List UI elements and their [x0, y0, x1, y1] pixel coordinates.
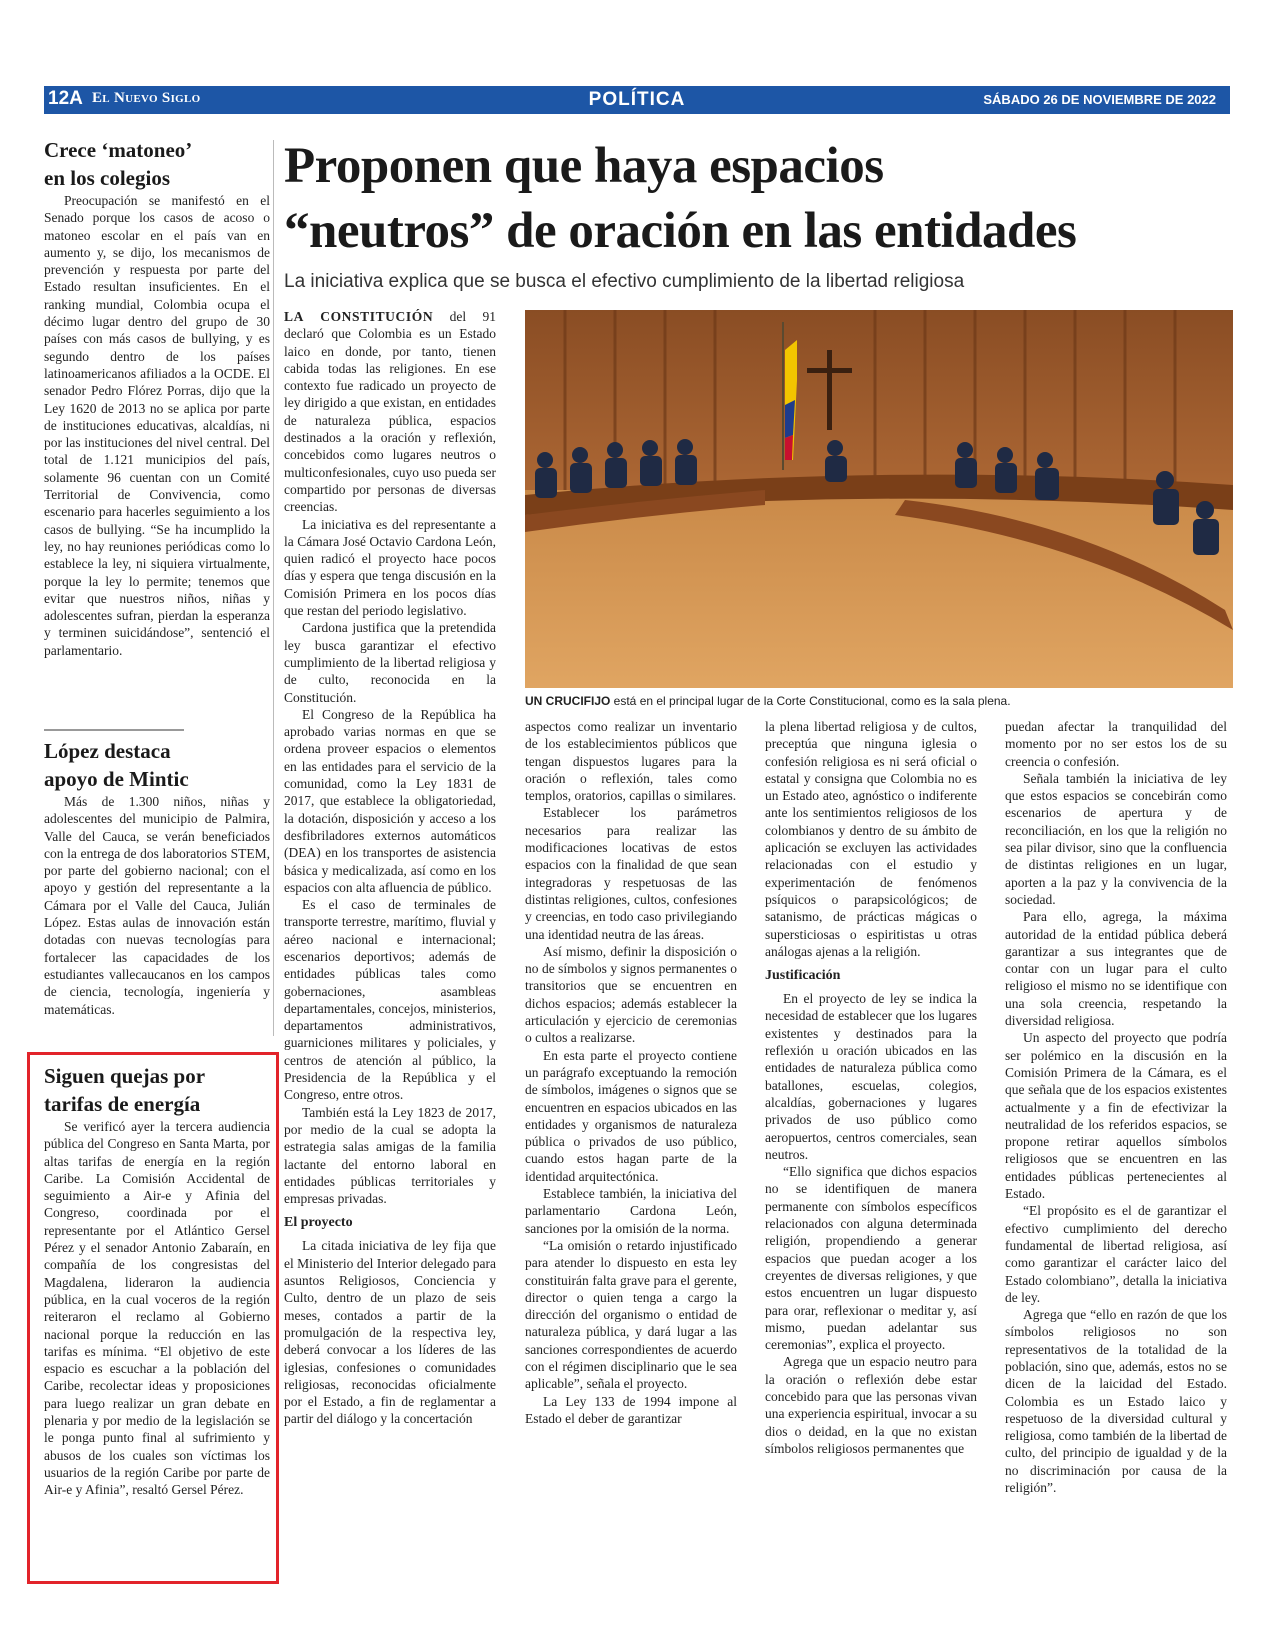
photo-caption	[525, 694, 1233, 708]
paragraph: Es el caso de terminales de transporte terrestre, marítimo, fluvial y aéreo nacional e internacional; escenarios deportivos; además de entidades públicas tales como gobernaciones, asambleas departamentales, concejos, ministerios, departamentos administrativos, guarniciones militares y policiales, y centros de atención al público, la Presidencia de la República y el Congreso, entre otros.	[284, 897, 496, 1103]
paragraph: “El propósito es el de garantizar el efectivo cumplimiento del derecho fundamental de libertad religiosa, así como garantizar el carácter laico del Estado colombiano”, detalla la iniciativa de ley.	[1005, 1203, 1227, 1305]
article-headline	[284, 134, 1234, 264]
title-line: Siguen quejas por	[44, 1064, 206, 1088]
title-line: apoyo de Mintic	[44, 767, 189, 791]
sidebar-story-body: Se verificó ayer la tercera audiencia pública del Congreso en Santa Marta, por altas tarifas de energía en la región Caribe. La Comisión Accidental de seguimiento a Air-e y Afinia del Congreso, coordinada por el representante por el Atlántico Gersel Pérez y el senador Antonio Zabaraín, en compañía de los congresistas del Magdalena, lideraron la audiencia pública, en la cual voceros de la región reiteraron el reclamo al Gobierno nacional porque la reducción en las tarifas es mínima. “El objetivo de este espacio es escuchar a la población del Caribe, recolectar ideas y proposiciones para luego realizar un gran debate en plenaria y por medio de la legislación se le ponga punto final al sufrimiento y abusos de los cuales son víctimas los usuarios de la región Caribe por parte de Air-e y Afinia”, resaltó Gersel Pérez.	[44, 1119, 270, 1498]
paragraph: La citada iniciativa de ley fija que el Ministerio del Interior delegado para asuntos Religiosos, Conciencia y Culto, dentro de un plazo de seis meses, contados a partir de la promulgación de la respectiva ley, deberá convocar a los líderes de las iglesias, confesiones o comunidades religiosas, reconocidas oficialmente por el Estado, a fin de reglamentar a partir del diálogo y la concertación	[284, 1238, 496, 1427]
paragraph	[284, 308, 496, 516]
paragraph: Agrega que un espacio neutro para la oración o reflexión debe estar concebido para que las personas vivan una experiencia espiritual, invocar a su dios o deidad, en la que no existan símbolos religiosos permanentes que	[765, 1354, 977, 1456]
subheading: Justificación	[765, 968, 841, 984]
issue-date: SÁBADO 26 DE NOVIEMBRE DE 2022	[983, 92, 1216, 107]
page-header-bar	[44, 86, 1230, 114]
sidebar-story-mintic	[44, 737, 270, 1018]
sidebar-story-title	[44, 136, 270, 192]
sidebar-story-body: Preocupación se manifestó en el Senado porque los casos de acoso o matoneo escolar en el país van en aumento y, se dijo, los mecanismos de prevención y respuesta por parte del Estado resultan insuficientes. En el ranking mundial, Colombia ocupa el décimo lugar dentro del grupo de 30 países con más casos de bullying, y es segundo dentro de los países latinoamericanos afiliados a la OCDE. El senador Pedro Flórez Porras, dijo que la Ley 1620 de 2013 no se aplica por parte de instituciones educativas, alcaldías, ni por las instituciones del nivel central. Del total de 1.121 municipios del país, solamente 96 cuentan con un Comité Territorial de Convivencia, como escenario para hacerles seguimiento a los casos de bullying. “Se ha incumplido la ley, no hay reuniones periódicas como lo establece la ley, ni siquiera virtualmente, porque la ley lo permite; tenemos que evitar que nuestros niños, niñas y adolescentes sufran, pierdan la esperanza y terminen suicidándose”, sentenció el parlamentario.	[44, 193, 270, 658]
paragraph: puedan afectar la tranquilidad del momento por no ser estos los de su creencia o confesión.	[1005, 719, 1227, 769]
caption-text: está en el principal lugar de la Corte Constitucional, como es la sala plena.	[610, 694, 1011, 708]
sidebar-story-title	[44, 737, 270, 793]
court-chamber-illustration	[525, 310, 1233, 688]
title-line: tarifas de energía	[44, 1092, 201, 1116]
paragraph: “La omisión o retardo injustificado para atender lo dispuesto en esta ley constituirán falta grave para el gerente, director o quien tenga a cargo la dirección del organismo o entidad de naturaleza pública, y dará lugar a las sanciones correspondientes de acuerdo con el régimen disciplinario que le sea aplicable”, señala el proyecto.	[525, 1237, 737, 1392]
paragraph: En esta parte el proyecto contiene un parágrafo exceptuando la remoción de símbolos, imágenes o signos que se encuentren en espacios ubicados en las entidades y organismos de naturaleza pública o privados de uso público, cuando estos hagan parte de la identidad arquitectónica.	[525, 1047, 737, 1184]
lead-in: LA CONSTITUCIÓN	[284, 309, 434, 324]
paragraph-text: del 91 declaró que Colombia es un Estado laico en donde, por tanto, tienen cabida todas las religiones. En ese contexto fue radicado un proyecto de ley dirigido a que existan, en entidades de naturaleza pública, espacios destinados a la oración y reflexión, concebidos como lugares neutros o multiconfesionales, cuyo uso pueda ser compartido por personas de diversas creencias.	[284, 309, 496, 515]
newspaper-name: El Nuevo Siglo	[92, 90, 201, 106]
column-divider	[273, 140, 274, 1036]
sidebar-story-energy	[44, 1062, 270, 1499]
paragraph: la plena libertad religiosa y de cultos, preceptúa que ninguna iglesia o confesión religiosa es ni será oficial o estatal y consigna que Colombia no es un Estado ateo, agnóstico o indiferente ante los sentimientos religiosos de los colombianos y dentro de su ámbito de aplicación se excluyen las actividades relacionadas con el estudio y experimentación de fenómenos psíquicos o parapsicológicos; de satanismo, de prácticas mágicas o supersticiosas o espiritistas u otras análogas ajenas a la religión.	[765, 719, 977, 959]
paragraph: aspectos como realizar un inventario de los establecimientos públicos que tengan dispuestos lugares para la oración o reflexión, tales como templos, oratorios, capillas o similares.	[525, 719, 737, 804]
article-column-3	[765, 718, 977, 1457]
section-divider	[44, 729, 184, 731]
paragraph: Para ello, agrega, la máxima autoridad de la entidad pública deberá garantizar a sus integrantes que de contar con un lugar para el culto religioso el mismo no se identifique con una sola creencia, respetando la diversidad religiosa.	[1005, 909, 1227, 1029]
paragraph: Señala también la iniciativa de ley que estos espacios se concebirán como escenarios de apertura y de reconciliación, en los que la religión no sea pilar divisor, sino que la confluencia de distintas religiones en un lugar, aporten a la paz y la convivencia de la sociedad.	[1005, 770, 1227, 907]
page-number: 12A	[48, 88, 83, 109]
paragraph: Establecer los parámetros necesarios para realizar las modificaciones locativas de estos espacios con la finalidad de que sean integradoras y respetuosas de las distintas religiones, cultos, confesiones y creencias, en todo caso privilegiando una identidad neutra de las áreas.	[525, 805, 737, 942]
paragraph: Un aspecto del proyecto que podría ser polémico en la discusión en la Comisión Primera de la Cámara, es el que señala que de los espacios existentes actualmente y a fin de efectivizar la neutralidad de los referidos espacios, se propone retirar aquellos símbolos religiosos que se encuentren en las entidades públicas pertenecientes al Estado.	[1005, 1030, 1227, 1202]
court-chamber-photo	[525, 310, 1233, 688]
paragraph: “Ello significa que dichos espacios no se identifiquen de manera permanente con símbolos específicos relacionados con alguna determinada religión, propendiendo a generar espacios que puedan acoger a los creyentes de diversas religiones, y que estos encuentren un lugar dispuesto para orar, reflexionar o meditar y, así mismo, puedan adelantar sus ceremonias”, explica el proyecto.	[765, 1164, 977, 1353]
article-subheadline: La iniciativa explica que se busca el efectivo cumplimiento de la libertad religiosa	[284, 271, 965, 292]
title-line: Crece ‘matoneo’	[44, 138, 193, 162]
paragraph: Así mismo, definir la disposición o no de símbolos y signos permanentes o transitorios que se encuentren en dichos espacios; además establecer la articulación y ejercicio de ceremonias o cultos a realizarse.	[525, 943, 737, 1046]
headline-line: Proponen que haya espacios	[284, 138, 884, 194]
article-column-2	[525, 718, 737, 1427]
caption-lead: UN CRUCIFIJO	[525, 694, 611, 708]
paragraph: La Ley 133 de 1994 impone al Estado el deber de garantizar	[525, 1393, 737, 1426]
article-column-4	[1005, 718, 1227, 1496]
paragraph: En el proyecto de ley se indica la necesidad de establecer que los lugares existentes y destinados para la reflexión u oración ubicados en las entidades de naturaleza pública como batallones, escuelas, colegios, alcaldías, gobernaciones y lugares privados de uso público como aeropuertos, centros comerciales, sean neutros.	[765, 991, 977, 1162]
paragraph: El Congreso de la República ha aprobado varias normas en que se ordena proveer espacios o elementos en las entidades para el servicio de la comunidad, como la Ley 1831 de 2017, que establece la obligatoriedad, la dotación, disposición y acceso a los desfibriladores externos automáticos (DEA) en los transportes de asistencia básica y medicalizada, así como en los espacios con alta afluencia de público.	[284, 706, 496, 895]
sidebar-story-bullying	[44, 136, 270, 659]
paragraph: Cardona justifica que la pretendida ley busca garantizar el efectivo cumplimiento de la libertad religiosa y de culto, reconocida en la Constitución.	[284, 620, 496, 705]
sidebar-story-body: Más de 1.300 niños, niñas y adolescentes del municipio de Palmira, Valle del Cauca, se verán beneficiados con la entrega de dos laboratorios STEM, por parte del gobierno nacional; con el apoyo y gestión del representante a la Cámara por el Valle del Cauca, Julián López. Estas aulas de innovación están dotadas con nuevas tecnologías para fortalecer las capacidades de los estudiantes vallecaucanos en los campos de ciencia, tecnología, ingeniería y matemáticas.	[44, 794, 270, 1017]
section-title: POLÍTICA	[588, 89, 686, 110]
paragraph: También está la Ley 1823 de 2017, por medio de la cual se adopta la estrategia salas amigas de la familia lactante del entorno laboral en entidades públicas territoriales y empresas privadas.	[284, 1104, 496, 1207]
title-line: en los colegios	[44, 166, 170, 190]
subheading: El proyecto	[284, 1215, 353, 1231]
title-line: López destaca	[44, 739, 171, 763]
sidebar-story-title	[44, 1062, 270, 1118]
paragraph: Establece también, la iniciativa del parlamentario Cardona León, sanciones por la omisión de la norma.	[525, 1186, 737, 1236]
article-column-1	[284, 308, 496, 1428]
paragraph: La iniciativa es del representante a la Cámara José Octavio Cardona León, quien radicó el proyecto hace pocos días y espera que tenga discusión en la Comisión Primera en los pocos días que restan del periodo legislativo.	[284, 516, 496, 619]
paragraph: Agrega que “ello en razón de que los símbolos religiosos no son representativos de la totalidad de la población, sino que, además, estos no se dicen de la laicidad del Estado. Colombia es un Estado laico y respetuoso de la diversidad cultural y religiosa, como también de la libertad de culto, del principio de igualdad y de la no discriminación por causa de la religión”.	[1005, 1307, 1227, 1496]
headline-line: “neutros” de oración en las entidades	[284, 203, 1077, 259]
